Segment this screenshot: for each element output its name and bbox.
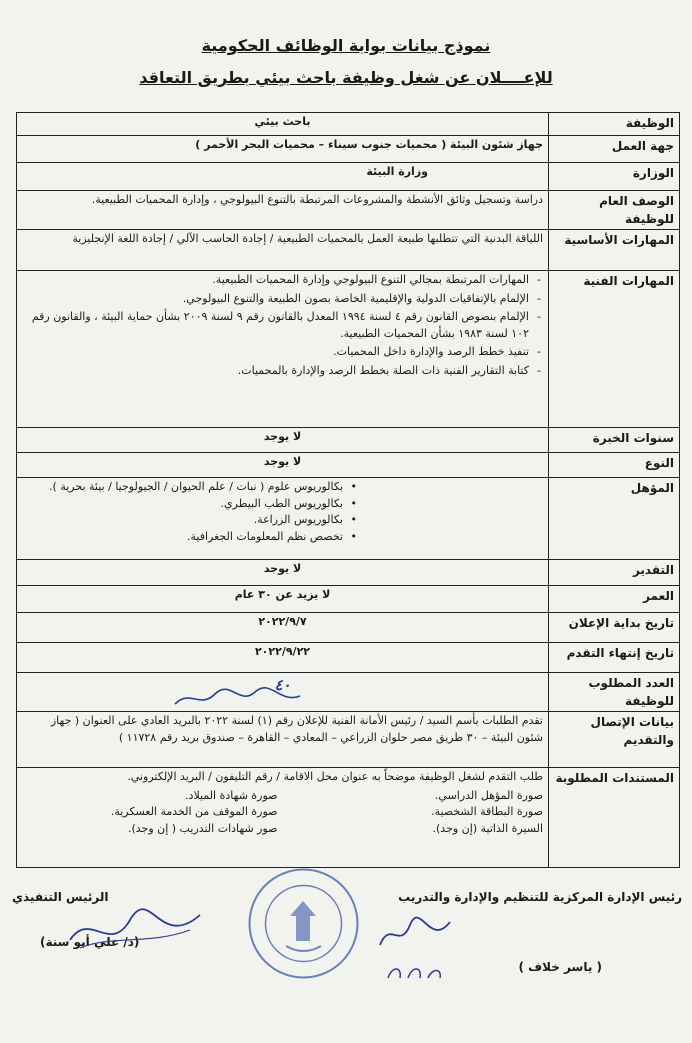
value-contact: تقدم الطلبات بأسم السيد / رئيس الأمانة الفنية للإعلان رقم (١) لسنة ٢٠٢٢ بالبريد العادي على العنوان ( جهاز شئون البيئة – ٣٠ طريق مصر حلوان الزراعي – المعادي – القاهرة – صندوق بريد رقم ١١٧٢٨ ) [17, 712, 549, 768]
value-qualification [17, 478, 549, 560]
value-basic-skills: اللياقة البدنية التي تتطلبها طبيعة العمل بالمحميات الطبيعية / إجادة الحاسب الآلي / إجادة اللغة الإنجليزية [17, 230, 549, 271]
value-documents [17, 768, 549, 868]
value-start-date: ٢٠٢٢/٩/٧ [17, 613, 549, 643]
list-item: • بكالوريوس الطب البيطري. [22, 496, 343, 513]
row-description [17, 191, 680, 230]
list-item: السيرة الذاتية (إن وجد). [432, 821, 543, 835]
value-technical-skills [17, 271, 549, 428]
signature-title-right: رئيس الإدارة المركزية للتنظيم والإدارة والتدريب [398, 890, 682, 904]
list-item: • بكالوريوس الزراعة. [22, 512, 343, 529]
label-job: الوظيفة [549, 113, 680, 136]
row-basic-skills [17, 230, 680, 271]
documents-list [22, 788, 543, 838]
row-job [17, 113, 680, 136]
row-age [17, 586, 680, 613]
signature-name-right: ( ياسر خلاف ) [518, 960, 602, 974]
row-count [17, 673, 680, 712]
row-experience [17, 428, 680, 453]
row-documents [17, 768, 680, 868]
row-qualification [17, 478, 680, 560]
signature-scribble-right [370, 910, 460, 960]
form-title: نموذج بيانات بوابة الوظائف الحكومية [201, 36, 491, 55]
value-workplace: جهاز شئون البيئة ( محميات جنوب سيناء – محميات البحر الأحمر ) [17, 136, 549, 163]
label-qualification: المؤهل [549, 478, 680, 560]
handwritten-scribble [170, 684, 310, 714]
label-age: العمر [549, 586, 680, 613]
value-job: باحث بيئي [17, 113, 549, 136]
list-item: صورة الموقف من الخدمة العسكرية. [110, 805, 278, 818]
value-ministry: وزارة البيئة [17, 163, 549, 191]
documents-intro: طلب التقدم لشغل الوظيفة موضحاً به عنوان محل الاقامة / رقم التليفون / البريد الإلكتروني. [127, 770, 543, 783]
row-start-date [17, 613, 680, 643]
list-item: صورة المؤهل الدراسي. [434, 788, 543, 802]
list-item: - تنفيذ خطط الرصد والإدارة داخل المحميات. [22, 344, 529, 361]
label-workplace: جهة العمل [549, 136, 680, 163]
label-ministry: الوزارة [549, 163, 680, 191]
list-item: صورة شهادة الميلاد. [185, 788, 278, 802]
value-description: دراسة وتسجيل وثائق الأنشطة والمشروعات المرتبطة بالتنوع البيولوجي ، وإدارة المحميات الطبيعية. [17, 191, 549, 230]
label-gender: النوع [549, 453, 680, 478]
row-ministry [17, 163, 680, 191]
official-stamp-icon [246, 866, 361, 981]
list-item: صورة البطاقة الشخصية. [431, 805, 543, 818]
label-grade: التقدير [549, 560, 680, 586]
value-count: ٤٠ [17, 673, 549, 712]
list-item: • تخصص نظم المعلومات الجغرافية. [22, 529, 343, 546]
value-grade: لا يوجد [17, 560, 549, 586]
label-end-date: تاريخ إنتهاء التقدم [549, 643, 680, 673]
job-data-table [16, 112, 680, 868]
list-item: صور شهادات التدريب ( إن وجد). [127, 821, 278, 835]
list-item: • بكالوريوس علوم ( نبات / علم الحيوان / الجيولوجيا / بيئة بحرية ). [22, 479, 343, 496]
label-documents: المستندات المطلوبة [549, 768, 680, 868]
row-contact [17, 712, 680, 768]
row-grade [17, 560, 680, 586]
list-item: - المهارات المرتبطة بمجالي التنوع البيولوجي وإدارة المحميات الطبيعية. [22, 272, 529, 289]
label-contact: بيانات الإتصال والتقديم [549, 712, 680, 768]
row-gender [17, 453, 680, 478]
list-item: - كتابة التقارير الفنية ذات الصلة بخطط الرصد والإدارة بالمحميات. [22, 363, 529, 380]
list-item: - الإلمام بالإتفاقيات الدولية والإقليمية الخاصة بصون الطبيعة والتنوع البيولوجي. [22, 291, 529, 308]
row-workplace [17, 136, 680, 163]
signature-name-left: (د/ علي أبو سنة) [40, 935, 140, 949]
row-technical-skills [17, 271, 680, 428]
label-description: الوصف العام للوظيفة [549, 191, 680, 230]
signature-scribble-left [60, 900, 210, 960]
form-subtitle: للإعــــلان عن شغل وظيفة باحث بيئي بطريق التعاقد [139, 68, 553, 87]
row-end-date [17, 643, 680, 673]
label-technical-skills: المهارات الفنية [549, 271, 680, 428]
signature-initials [380, 960, 450, 990]
label-count: العدد المطلوب للوظيفة [549, 673, 680, 712]
value-gender: لا يوجد [17, 453, 549, 478]
list-item: - الإلمام بنصوص القانون رقم ٤ لسنة ١٩٩٤ المعدل بالقانون رقم ٩ لسنة ٢٠٠٩ بشأن حماية البيئة ، والقانون رقم ١٠٢ لسنة ١٩٨٣ بشأن المحميات الطبيعية. [22, 309, 529, 342]
label-start-date: تاريخ بداية الإعلان [549, 613, 680, 643]
signature-title-left: الرئيس التنفيذي [12, 890, 109, 904]
value-experience: لا يوجد [17, 428, 549, 453]
value-end-date: ٢٠٢٢/٩/٢٢ [17, 643, 549, 673]
value-age: لا يزيد عن ٣٠ عام [17, 586, 549, 613]
label-basic-skills: المهارات الأساسية [549, 230, 680, 271]
label-experience: سنوات الخبرة [549, 428, 680, 453]
